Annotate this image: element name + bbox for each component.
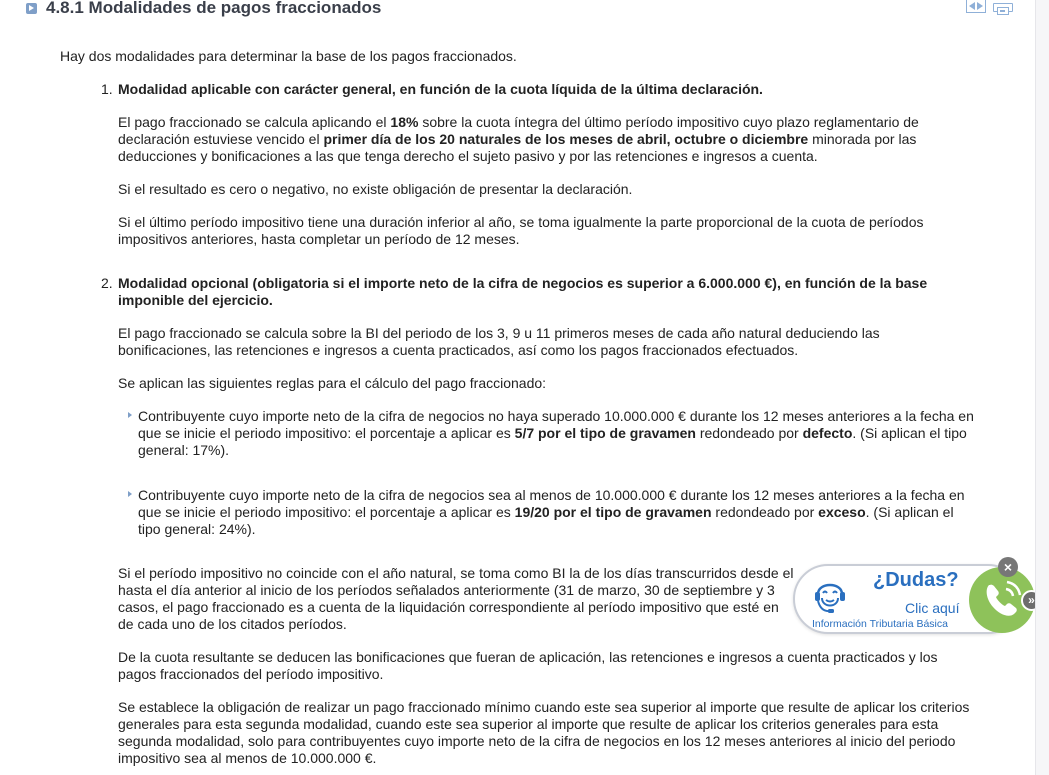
compare-icon[interactable] <box>966 0 986 13</box>
right-scroll-gutter <box>1035 0 1049 775</box>
list-number: 1. <box>101 81 113 97</box>
item2-title: Modalidad opcional (obligatoria si el importe neto de la cifra de negocios es superior a 6.000.000 €), en función de la base imponible del ejercicio. <box>118 275 928 308</box>
item2-paragraph-1: El pago fraccionado se calcula sobre la BI del periodo de los 3, 9 u 11 primeros meses de cada año natural deduciendo las bonificaciones, las retenciones e ingresos a cuenta practicados, así como los pagos fraccionados efectuados. <box>118 325 880 358</box>
item1-paragraph-1: El pago fraccionado se calcula aplicando el 18% sobre la cuota íntegra del último período impositivo cuyo plazo reglamentario de declaración estuviese vencido el primer día de los 20 naturales de los meses de abril, octubre o diciembre minorada por las deducciones y bonificaciones a las que tenga derecho el sujeto pasivo y por las retenciones e ingresos a cuenta. <box>118 114 919 164</box>
item2-paragraph-4: De la cuota resultante se deducen las bonificaciones que fueran de aplicación, las retenciones e ingresos a cuenta practicados y los pagos fraccionados del período impositivo. <box>118 649 938 682</box>
item2-paragraph-5: Se establece la obligación de realizar un pago fraccionado mínimo cuando este sea superior al importe que resulte de aplicar los criterios generales para esta segunda modalidad, cuando este sea superior al importe que resulte de aplicar los criterios generales para esta segunda modalidad, solo para contribuyentes cuyo importe neto de la cifra de negocios en los 12 meses anteriores al inicio del periodo impositivo sea al menos de 10.000.000 €. <box>118 699 970 766</box>
item1-paragraph-2: Si el resultado es cero o negativo, no existe obligación de presentar la declaración. <box>118 181 633 197</box>
item2-paragraph-2: Se aplican las siguientes reglas para el cálculo del pago fraccionado: <box>118 375 547 391</box>
section-arrow-icon[interactable] <box>26 3 37 14</box>
bullet-item-1: Contribuyente cuyo importe neto de la cifra de negocios no haya superado 10.000.000 € durante los 12 meses anteriores a la fecha en que se inicie el periodo impositivo: el porcentaje a aplicar es 5/7 por el tipo de gravamen redondeado por defecto. (Si aplican el tipo general: 17%). <box>138 408 974 458</box>
toolbar <box>966 0 1013 15</box>
page-title: 4.8.1 Modalidades de pagos fraccionados <box>46 0 382 17</box>
section-heading <box>26 0 381 19</box>
item1-title: Modalidad aplicable con carácter general, en función de la cuota líquida de la última declaración. <box>118 81 763 97</box>
support-agent-icon <box>813 574 847 614</box>
list-number: 2. <box>101 275 113 291</box>
intro-text: Hay dos modalidades para determinar la base de los pagos fraccionados. <box>60 48 517 64</box>
expand-widget-button[interactable]: » <box>1021 590 1042 611</box>
close-widget-button[interactable]: × <box>998 557 1018 577</box>
item2-paragraph-3: Si el período impositivo no coincide con el año natural, se toma como BI la de los días transcurridos desde el hasta el día anterior al inicio de los períodos señalados anteriormente (31 de marzo, 30 de septiembre y 3 casos, el pago fraccionado es a cuenta de la liquidación correspondiente al período impositivo que esté en de cada uno de los citados períodos. <box>118 565 794 632</box>
bullet-arrow-icon <box>128 412 132 418</box>
dudas-question[interactable]: ¿Dudas? <box>873 569 959 591</box>
bullet-arrow-icon <box>128 491 132 497</box>
item1-paragraph-3: Si el último período impositivo tiene una duración inferior al año, se toma igualmente la parte proporcional de la cuota de períodos impositivos anteriores, hasta completar un período de 12 meses. <box>118 214 924 247</box>
dudas-subtitle: Información Tributaria Básica <box>812 618 948 630</box>
dudas-cta-link[interactable]: Clic aquí <box>905 600 960 616</box>
print-icon[interactable] <box>993 0 1013 15</box>
bullet-item-2: Contribuyente cuyo importe neto de la cifra de negocios sea al menos de 10.000.000 € durante los 12 meses anteriores a la fecha en que se inicie el periodo impositivo: el porcentaje a aplicar es 19/20 por el tipo de gravamen redondeado por exceso. (Si aplican el tipo general: 24%). <box>138 487 965 537</box>
